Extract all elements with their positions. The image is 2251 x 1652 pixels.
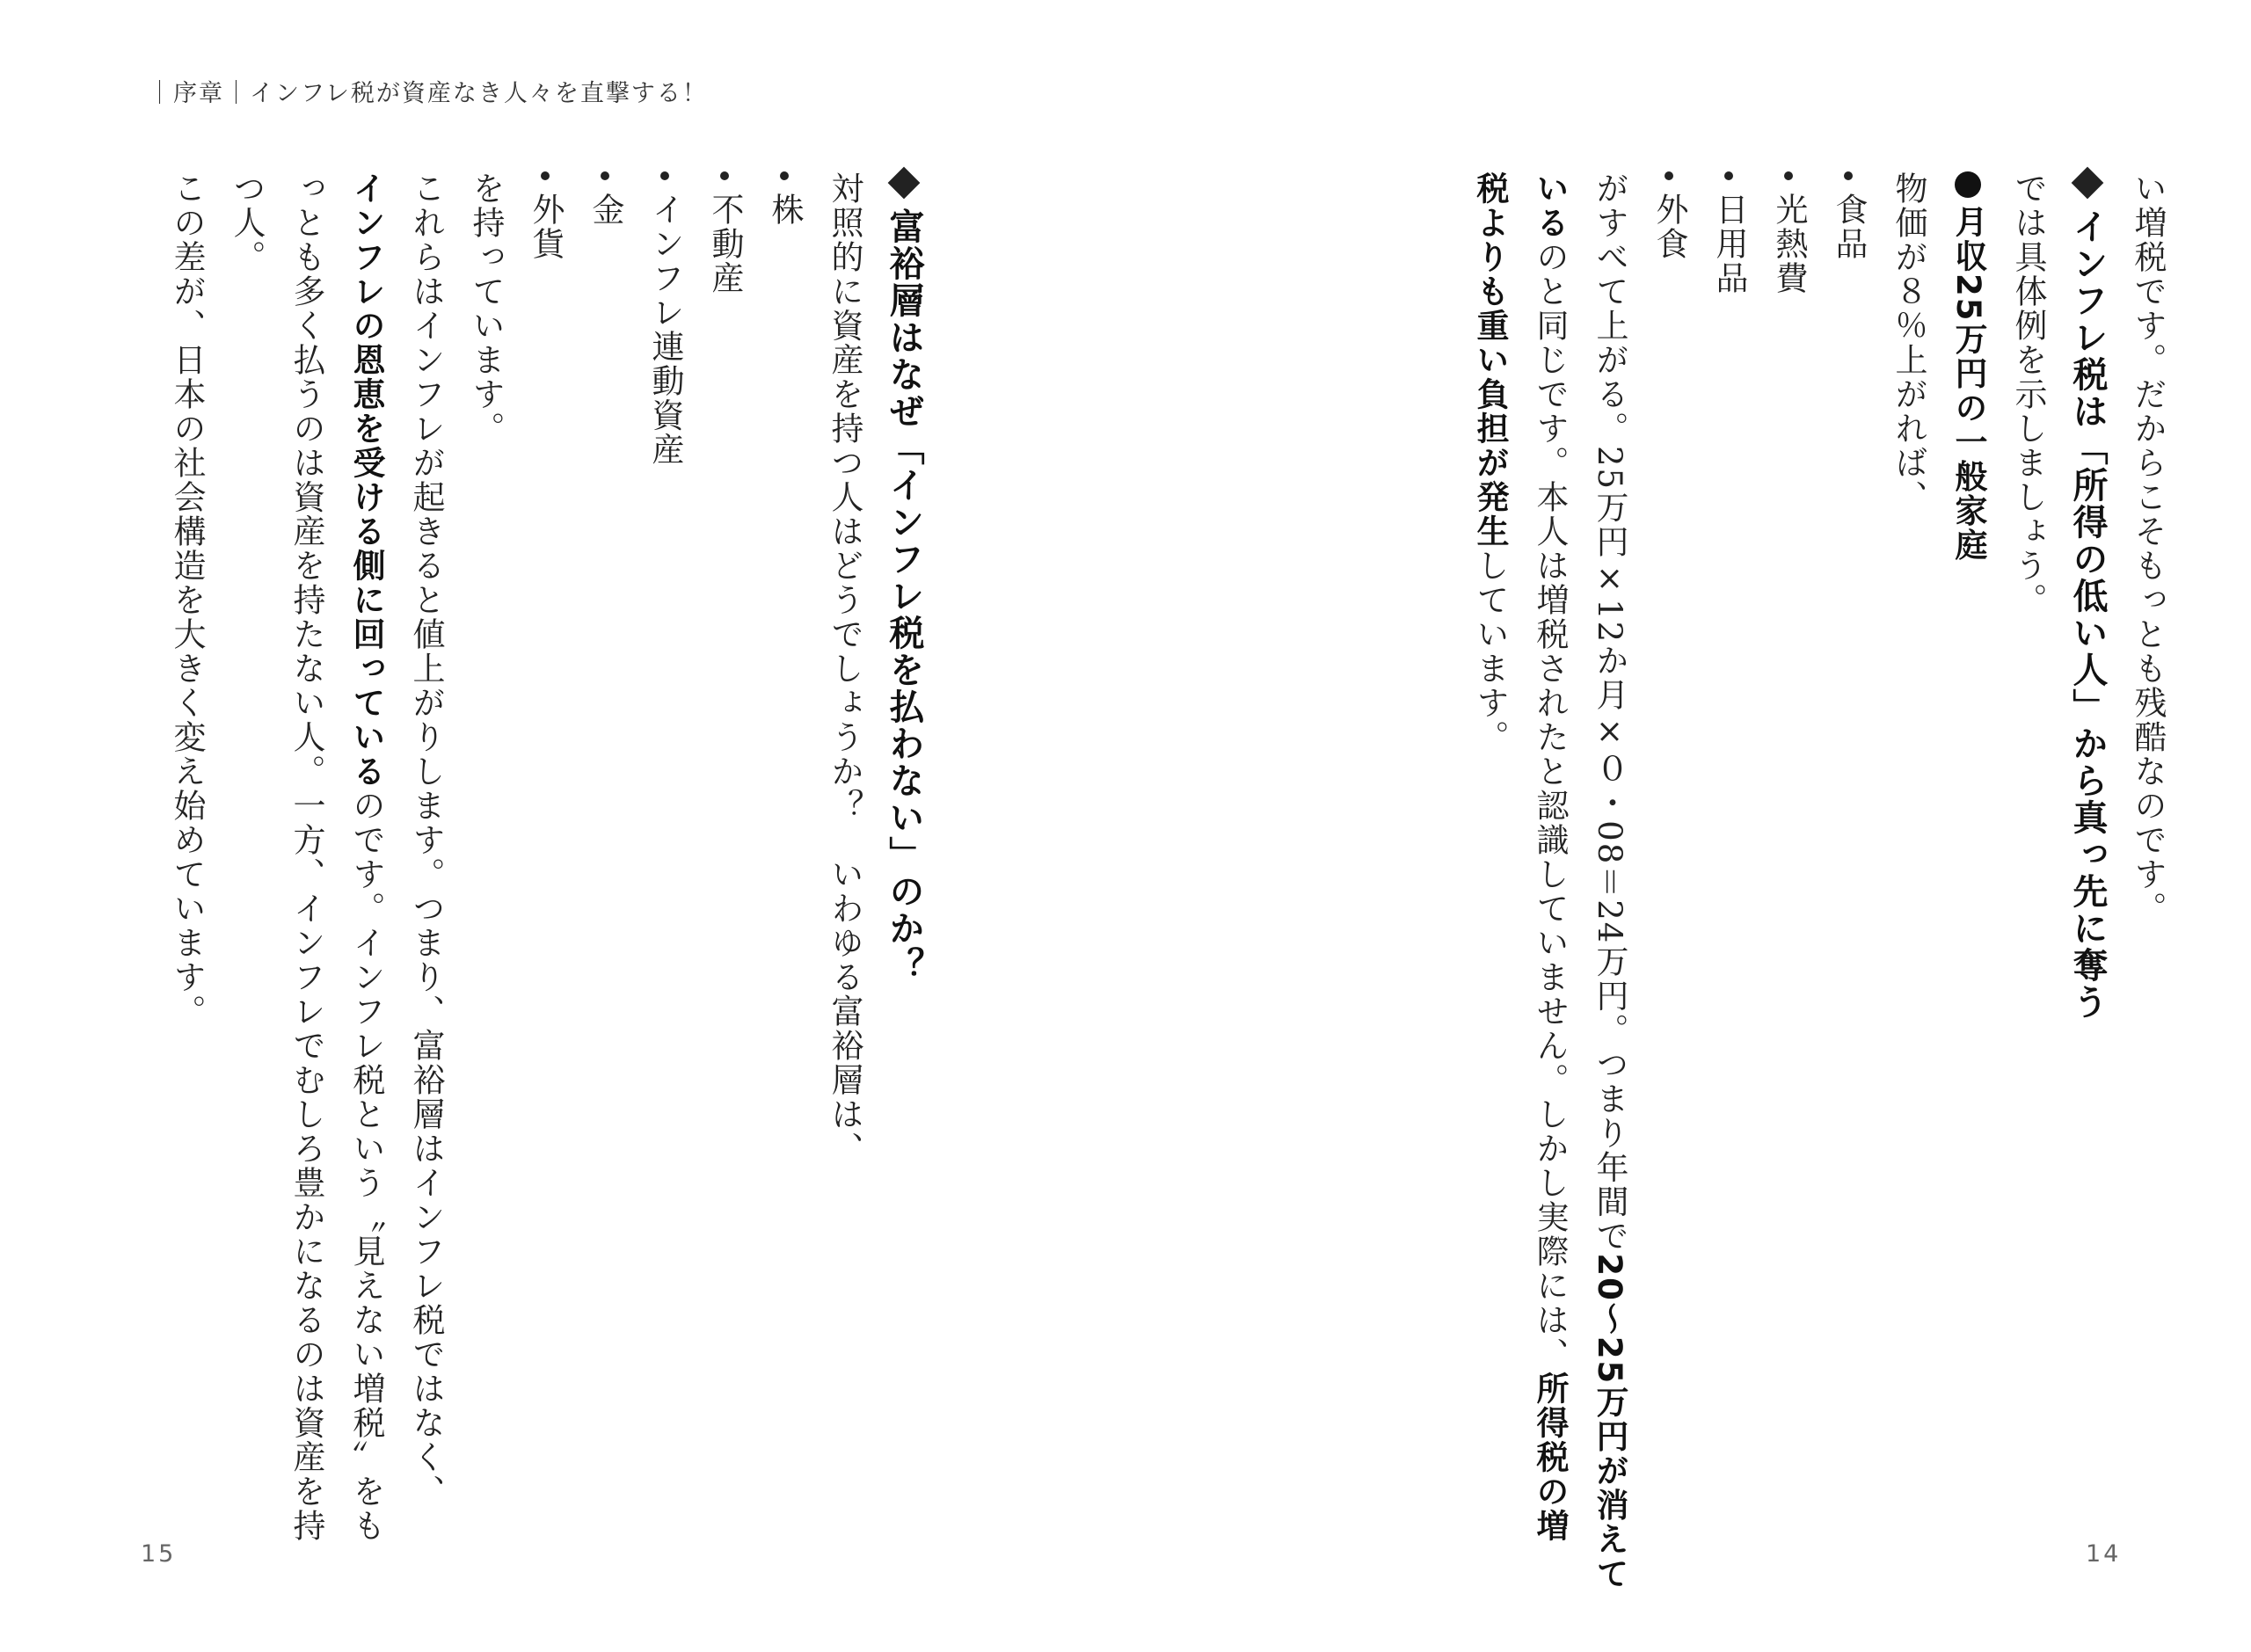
list-item-text: インフレ連動資産 — [646, 193, 684, 467]
bullet-icon — [1784, 171, 1793, 180]
bullet-icon — [1665, 171, 1673, 180]
text-run: のと同じです。本人は増税されたと認識していません。しかし実際には、 — [1531, 240, 1569, 1372]
emphasis: いる — [1531, 171, 1569, 240]
emphasis: 税よりも重い負担が発生 — [1471, 171, 1509, 549]
section-heading-text: インフレ税は「所得の低い人」から真っ先に奪う — [2067, 208, 2108, 1021]
list-item-text: 外食 — [1650, 193, 1688, 261]
list-item-text: 光熱費 — [1770, 193, 1808, 295]
bullet-icon — [541, 171, 550, 180]
list-item-text: 日用品 — [1710, 193, 1748, 295]
paragraph: を持っています。 — [467, 171, 505, 446]
paragraph: い増税です。だからこそもっとも残酷なのです。 — [2129, 171, 2167, 926]
bullet-icon — [780, 171, 789, 180]
paragraph — [336, 171, 396, 1543]
list-item — [575, 171, 635, 1508]
bullet-icon — [1724, 171, 1733, 180]
bullet-icon — [660, 171, 669, 180]
section-heading — [874, 171, 934, 1508]
paragraph — [1460, 171, 1519, 1508]
list-item-text: 株 — [766, 193, 804, 227]
diamond-icon — [2072, 167, 2104, 200]
list-item — [635, 171, 695, 1508]
list-item-text: 不動産 — [706, 193, 744, 295]
text-run: がすべて上がる。25万円×12か月×０・08＝24万円。つまり年間で — [1591, 171, 1628, 1254]
case-title-text: 月収25万円の一般家庭 — [1949, 205, 1987, 563]
emphasis: 所得税の増 — [1531, 1372, 1569, 1543]
text-run: のです。インフレ税という〝見えない増税〟をも — [347, 789, 385, 1543]
bullet-icon — [601, 171, 609, 180]
list-item — [1818, 171, 1878, 1508]
paragraph — [1579, 171, 1639, 1591]
diamond-icon — [888, 167, 921, 200]
text-run: しています。 — [1471, 549, 1509, 754]
list-item-text: 食品 — [1830, 193, 1868, 261]
paragraph: これらはインフレが起きると値上がりします。つまり、富裕層はインフレ税ではなく、 — [407, 171, 445, 1509]
page-number-left: 15 — [141, 1540, 177, 1568]
paragraph: 対照的に資産を持つ人はどうでしょうか？ いわゆる富裕層は、 — [826, 171, 863, 1166]
case-title — [1938, 171, 1998, 1508]
section-heading-text: 富裕層はなぜ「インフレ税を払わない」のか？ — [884, 208, 924, 984]
paragraph — [1519, 171, 1579, 1543]
emphasis: 20～25万円が消えて — [1591, 1253, 1628, 1591]
list-item — [695, 171, 754, 1508]
list-item — [1639, 171, 1699, 1508]
list-item — [1759, 171, 1818, 1508]
list-item — [754, 171, 814, 1508]
emphasis: インフレの恩恵を受ける側に回っている — [347, 171, 385, 789]
paragraph: っとも多く払うのは資産を持たない人。一方、インフレでむしろ豊かになるのは資産を持 — [288, 171, 325, 1543]
bullet-icon — [1844, 171, 1853, 180]
list-item — [1699, 171, 1759, 1508]
section-heading — [2058, 171, 2117, 1508]
list-item-text: 外貨 — [527, 193, 565, 261]
paragraph: 物価が８％上がれば、 — [1890, 171, 1927, 514]
bullet-icon — [720, 171, 729, 180]
paragraph: では具体例を示しましょう。 — [2009, 171, 2047, 617]
list-item-text: 金 — [586, 193, 624, 227]
running-header: ｜序章｜インフレ税が資産なき人々を直撃する！ — [148, 80, 708, 107]
paragraph: つ人。 — [228, 171, 266, 274]
left-page-body — [157, 171, 934, 1543]
filled-circle-icon — [1955, 171, 1981, 198]
list-item — [515, 171, 575, 1508]
page-number-right: 14 — [2086, 1540, 2122, 1568]
paragraph: この差が、日本の社会構造を大きく変え始めています。 — [168, 171, 206, 1029]
